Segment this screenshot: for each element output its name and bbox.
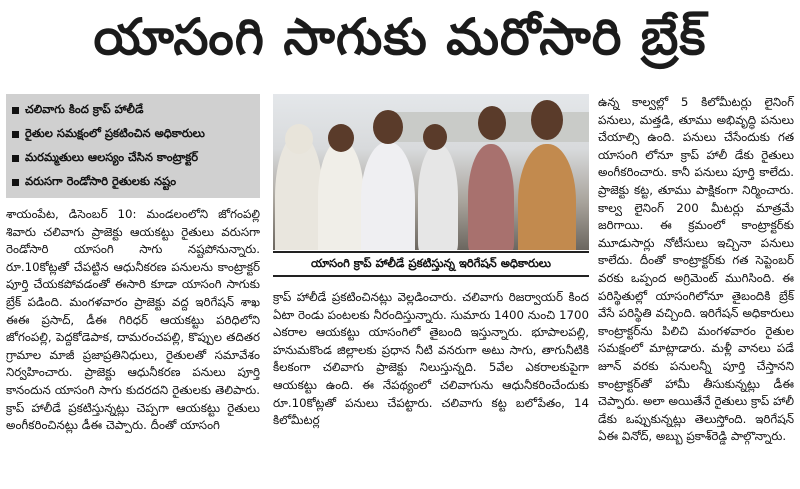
article-column-2 xyxy=(273,289,589,430)
photo-caption: యాసంగి క్రాప్ హాలీడే ప్రకటిస్తున్న ఇరిగేషన్ అధికారులు xyxy=(273,251,589,277)
highlights-box xyxy=(6,94,260,198)
news-photo xyxy=(273,94,589,250)
article-text: శాయంపేట, డిసెంబర్ 10: మండలంలోని జోగంపల్లి శివారు చలివాగు ప్రాజెక్టు ఆయకట్టు రైతులు వరుసగా రెండోసారి యాసంగి సాగు నష్టపోనున్నారు. రూ.10కోట్లతో చేపట్టిన ఆధునీకరణ పనులను కాంట్రాక్టర్ పూర్తి చేయకపోవడంతో ఈసారి కూడా యాసంగి సాగుకు బ్రేక్ పడింది. మంగళవారం ప్రాజెక్టు వద్ద ఇరిగేషన్ శాఖ ఈఈ ప్రసాద్, డీఈ గిరిధర్ ఆయకట్టు పరిధిలోని జోగంపల్లి, పెద్దకోడెపాక, దామరంచపల్లి, కొప్పుల తదితర గ్రామాల మాజీ ప్రజాప్రతినిధులు, రైతులతో సమావేశం నిర్వహించారు. ప్రాజెక్టు ఆధునీకరణ పనులు పూర్తి కానందున యాసంగి సాగు కుదరదని రైతులకు తెలిపారు. క్రాప్ హాలీడే ప్రకటిస్తున్నట్లు చెప్పగా ఆయకట్టు రైతులు అంగీకరించినట్లు డీఈ చెప్పారు. దీంతో యాసంగి xyxy=(6,207,260,433)
article-column-3 xyxy=(598,94,794,446)
article-text: ఉన్న కాల్వల్లో 5 కిలోమీటర్లు లైనింగ్ పనులు, మత్తడి, తూము అభివృద్ధి పనులు చేయాల్సి ఉంది. పనులు చేసేందుకు గత యాసంగి లోనూ క్రాప్ హాలీ డేకు రైతులు అంగీకరించారు. కానీ పనులు పూర్తి కాలేదు. ప్రాజెక్టు కట్ట, తూము పాక్షికంగా నిర్మించారు. కాల్వ లైనింగ్ 200 మీటర్లు మాత్రమే జరిగాయి. ఈ క్రమంలో కాంట్రాక్టర్‌కు మూడుసార్లు నోటీసులు ఇచ్చినా పనులు కాలేదు. దీంతో కాంట్రాక్టర్‌కు గత సెప్టెంబర్ వరకు ఒప్పంద అగ్రిమెంట్ ముగిసింది. ఈ పరిస్థితుల్లో యాసంగిలోనూ తైబందికి బ్రేక్ వేసే పరిస్థితి వచ్చింది. ఇరిగేషన్ అధికారులు కాంట్రాక్టర్‌ను పిలిచి మంగళవారం రైతుల సమక్షంలో మాట్లాడారు. మళ్లీ వానలు పడే జూన్ వరకు పనులన్నీ పూర్తి చేస్తానని కాంట్రాక్టర్‌తో హామీ తీసుకున్నట్లు డీఈ చెప్పారు. అలా అయితేనే రైతులు క్రాప్ హాలీ డేకు ఒప్పుకున్నట్లు తెలుస్తోంది. ఇరిగేషన్ ఏఈ వినోద్, అబ్బు ప్రకాశ్‌రెడ్డి పాల్గొన్నారు. xyxy=(598,95,794,444)
highlight-text: మరమ్మతులు ఆలస్యం చేసిన కాంట్రాక్టర్ xyxy=(25,149,199,164)
square-bullet-icon xyxy=(12,107,19,114)
highlight-text: రైతుల సమక్షంలో ప్రకటించిన అధికారులు xyxy=(25,125,205,140)
square-bullet-icon xyxy=(12,155,19,162)
square-bullet-icon xyxy=(12,131,19,138)
highlight-item xyxy=(6,146,260,170)
highlight-text: వరుసగా రెండోసారి రైతులకు నష్టం xyxy=(25,173,177,188)
highlight-text: చలివాగు కింద క్రాప్ హాలీడే xyxy=(25,101,144,116)
article-text: క్రాప్ హాలీడే ప్రకటించినట్లు వెల్లడించారు. చలివాగు రిజర్వాయర్ కింద ఏటా రెండు పంటలకు నీరందిస్తున్నారు. సుమారు 1400 నుంచి 1700 ఎకరాల ఆయకట్టు యాసంగిలో తైబంది ఇస్తున్నారు. భూపాలపల్లి, హనుమకొండ జిల్లాలకు ప్రధాన నీటి వనరుగా అటు సాగు, తాగునీటికి కీలకంగా చలివాగు ప్రాజెక్టు నిలుస్తున్నది. 5వేల ఎకరాలకుపైగా ఆయకట్టు ఉంది. ఈ నేపథ్యంలో చలివాగును ఆధునీకరించేందుకు రూ.10కోట్లతో పనులు చేపట్టారు. చలివాగు కట్ట బలోపేతం, 14 కిలోమీటర్ల xyxy=(273,290,589,428)
headline: యాసంగి సాగుకు మరోసారి బ్రేక్ xyxy=(93,7,707,66)
highlight-item xyxy=(6,170,260,194)
highlight-item xyxy=(6,122,260,146)
highlight-item xyxy=(6,98,260,122)
square-bullet-icon xyxy=(12,179,19,186)
article-column-1 xyxy=(6,206,260,435)
